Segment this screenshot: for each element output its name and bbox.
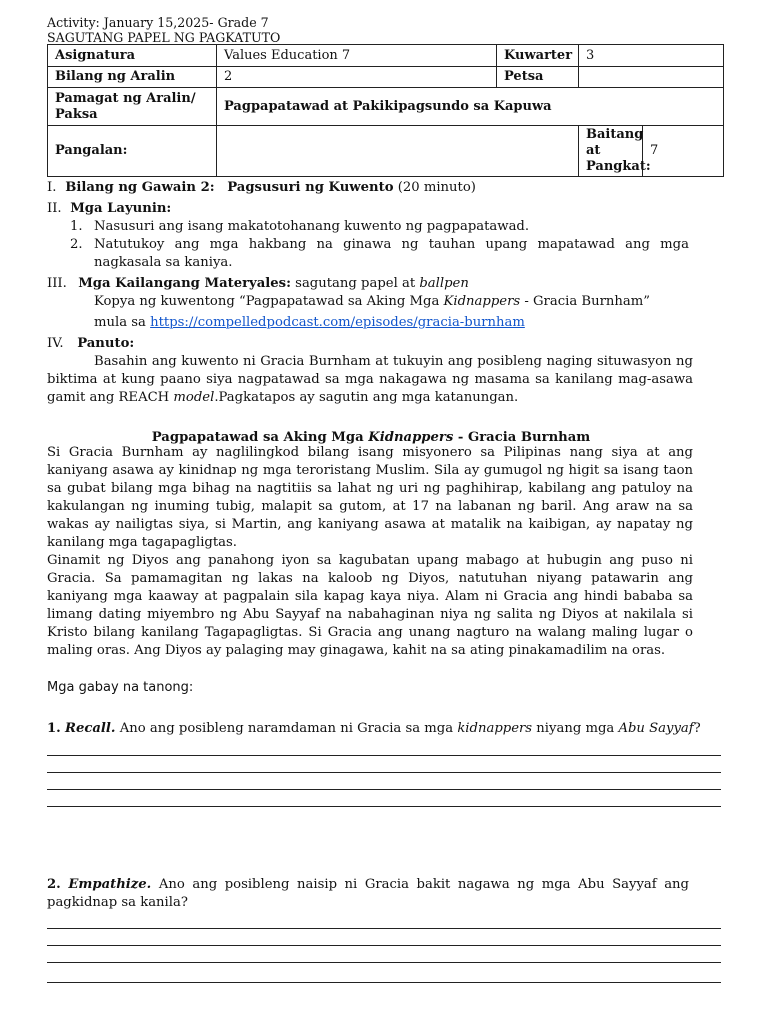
section-i [47, 179, 697, 197]
copy-line: Kopya ng kuwentong “Pagpapatawad sa Aking Mga Kidnappers - Gracia Burnham” [94, 294, 650, 309]
answer-line[interactable] [47, 962, 721, 963]
bilang-label: Bilang ng Aralin [48, 67, 217, 88]
baitang-value: 7 [643, 126, 724, 177]
layunin-item: 1. Nasusuri ang isang makatotohanang kuwento ng pagpapatawad. [70, 219, 530, 234]
answer-line[interactable] [47, 755, 721, 756]
pangalan-label: Pangalan: [48, 126, 217, 177]
pamagat-value: Pagpapatawad at Pakikipagsundo sa Kapuwa [217, 88, 724, 126]
section-i-title: Pagsusuri ng Kuwento [227, 180, 394, 195]
answer-line[interactable] [47, 789, 721, 790]
asignatura-label: Asignatura [48, 45, 217, 67]
section-iii-label: Mga Kailangang Materyales: [78, 276, 291, 291]
pangalan-value[interactable] [217, 126, 579, 177]
activity-line: Activity: January 15,2025- Grade 7 [47, 15, 269, 30]
story-paragraph-2: Ginamit ng Diyos ang panahong iyon sa kagubatan upang mabago at hubugin ang puso ni Gracia. Sa pamamagitan ng lakas na kaloob ng Diyos, natutuhan niyang patawarin ang kaniyang mga kaaway at pagpalain sila kapag kaya niya. Alam ni Gracia ang hindi bababa sa limang dating miyembro ng Abu Sayyaf na nabahaginan niya ng salita ng Diyos at nakilala si Kristo bilang kanilang Tagapagligtas. Si Gracia ang unang nagturo na walang maling lugar o maling oras. Ang Diyos ay palaging may ginagawa, kahit na sa ating pinakamadilim na oras. [47, 553, 693, 658]
section-iv [47, 335, 697, 353]
section-iii-num: III. [47, 276, 67, 291]
story-title: Pagpapatawad sa Aking Mga Kidnappers - Gracia Burnham [151, 430, 591, 445]
pamagat-label: Pamagat ng Aralin/ Paksa [48, 88, 217, 126]
section-ii-num: II. [47, 201, 62, 216]
baitang-label: Baitang at Pangkat: [579, 126, 643, 177]
section-iii [47, 275, 697, 293]
layunin-item: 2. Natutukoy ang mga hakbang na ginawa ng tauhan upang mapatawad ang mga nagkasala sa kaniya. [70, 237, 689, 270]
info-table [47, 44, 724, 177]
section-i-label: Bilang ng Gawain 2: [65, 180, 215, 195]
kuwarter-label: Kuwarter [497, 45, 579, 67]
section-i-time: (20 minuto) [397, 180, 476, 195]
guide-label: Mga gabay na tanong: [47, 680, 194, 695]
section-ii-label: Mga Layunin: [70, 201, 172, 216]
answer-line[interactable] [47, 772, 721, 773]
answer-line[interactable] [47, 806, 721, 807]
petsa-label: Petsa [497, 67, 579, 88]
story-paragraph-1: Si Gracia Burnham ay naglilingkod bilang isang misyonero sa Pilipinas nang siya at ang kaniyang asawa ay kinidnap ng mga teroristang Muslim. Sila ay gumugol ng higit sa isang taon sa gubat bilang mga bihag na nagtitiis sa lahat ng uri ng paghihirap, kabilang ang patuloy na kakulangan ng inuming tubig, malapit sa gutom, at 17 na labanan ng baril. Ang araw na sa wakas ay nailigtas siya, si Martin, ang kaniyang asawa at matalik na kaibigan, ay napatay ng kanilang mga tagapagligtas. [47, 445, 693, 550]
petsa-value[interactable] [579, 67, 724, 88]
source-link[interactable]: https://compelledpodcast.com/episodes/gracia-burnham [150, 315, 525, 330]
answer-line[interactable] [47, 928, 721, 929]
asignatura-value: Values Education 7 [217, 45, 497, 67]
source-line: mula sa https://compelledpodcast.com/episodes/gracia-burnham [94, 315, 525, 330]
section-iii-text: sagutang papel at [295, 276, 416, 291]
question-1: 1. Recall. Ano ang posibleng naramdaman ni Gracia sa mga kidnappers niyang mga Abu Sayyaf? [47, 721, 701, 736]
answer-line[interactable] [47, 982, 721, 983]
question-2: 2. Empathize. Ano ang posibleng naisip ni Gracia bakit nagawa ng mga Abu Sayyaf ang pagkidnap sa kanila? [47, 877, 689, 910]
section-iii-italic: ballpen [419, 276, 469, 291]
kuwarter-value: 3 [579, 45, 724, 67]
section-ii [47, 200, 697, 218]
answer-line[interactable] [47, 945, 721, 946]
section-iv-label: Panuto: [77, 336, 135, 351]
section-iv-num: IV. [47, 336, 64, 351]
bilang-value: 2 [217, 67, 497, 88]
panuto-text: Basahin ang kuwento ni Gracia Burnham at tukuyin ang posibleng naging situwasyon ng biktima at kung paano siya nagpatawad sa mga nakagawa ng masama sa kanilang mag-asawa gamit ang REACH model.Pagkatapos ay sagutin ang mga katanungan. [47, 354, 693, 405]
section-i-num: I. [47, 180, 57, 195]
sheet-title: SAGUTANG PAPEL NG PAGKATUTO [47, 30, 281, 45]
